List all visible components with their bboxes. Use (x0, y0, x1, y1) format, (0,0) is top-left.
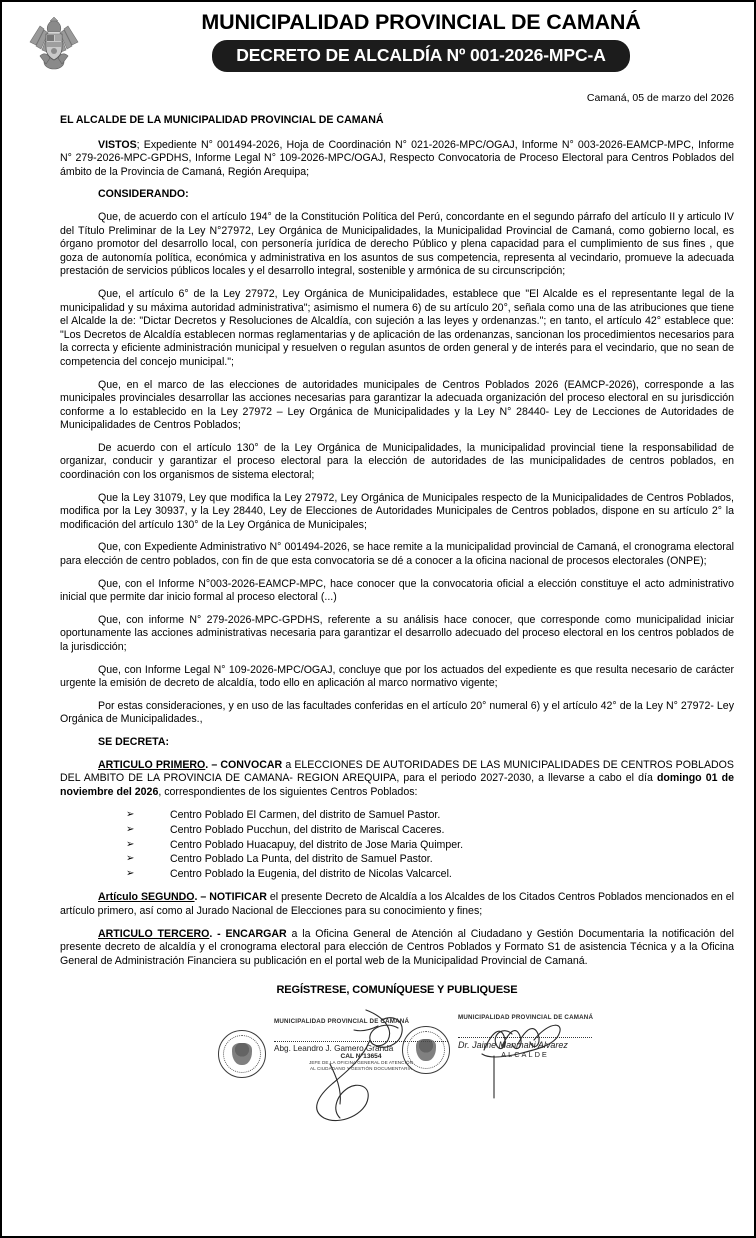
articulo-primero-verb: CONVOCAR (220, 758, 283, 771)
centros-poblados-list (60, 808, 734, 881)
considerando-paragraph-7: Que, con el Informe N°003-2026-EAMCP-MPC, hace conocer que la convocatoria oficial a elección constituye el acto administrativo inicial que permite dar inicio formal al proceso electoral (...) (60, 577, 734, 604)
stamp-header-label: MUNICIPALIDAD PROVINCIAL DE CAMANÁ (458, 1014, 594, 1022)
place-and-date: Camaná, 05 de marzo del 2026 (586, 92, 734, 104)
arrow-bullet-icon: ➢ (126, 823, 135, 835)
mayor-name: Dr. Jaime Manmani Alvarez (458, 1040, 568, 1051)
articulo-primero-date: domingo 01 de noviembre del 2026 (60, 772, 734, 798)
list-item-label: Centro Poblado El Carmen, del distrito de Samuel Pastor. (170, 809, 441, 822)
round-seal-icon (218, 1030, 266, 1078)
secretary-cal-number: CAL N°13654 (340, 1053, 382, 1061)
considerando-paragraph-2: Que, el artículo 6° de la Ley 27972, Ley Orgánica de Municipalidades, establece que "El Alcalde es el representante legal de la municipalidad y su máxima autoridad administrativa"; asimismo el numera 6) de su artículo 20°, señala como una de las atribuciones que tiene el Alcalde la de: "Dictar Decretos y Resoluciones de Alcaldía, con sujeción a las leyes y ordenanzas."; en tanto, el artículo 42° establece que: "Los Decretos de Alcaldía establecen normas reglamentarias y de aplicación de las ordenanzas, sancionan los procedimientos necesarios para la correcta y eficiente administración municipal y resuelven o regulan asuntos de orden general y de interés para el vecindario, que no sean de competencia del concejo municipal."; (60, 287, 734, 368)
secretary-name: Abg. Leandro J. Gamero Granda (274, 1044, 394, 1054)
articulo-segundo (60, 891, 734, 918)
considerando-paragraph-5: Que la Ley 31079, Ley que modifica la Ley 27972, Ley Orgánica de Municipales respecto de la Municipalidades de Centros Poblados, modifica por la Ley 30937, y la Ley 28440, Ley de Elecciones de Autoridades Municipales de Centros poblados, dispone en su artículo 2° la modificación del artículo 130° de la Ley Orgánica de Municipales; (60, 491, 734, 531)
list-item (126, 852, 734, 867)
se-decreta-heading: SE DECRETA: (98, 735, 170, 748)
list-item (126, 838, 734, 853)
stamp-text-mayor (458, 1014, 592, 1059)
articulo-tercero-text: a la Oficina General de Atención al Ciudadano y Gestión Documentaria la notificación del presente decreto de alcaldía y el cronograma electoral para elección de Centros Poblados y Formato S1 de asistencia Técnica y a la Oficina General de Administración Financiera su publicación en el portal web de la Municipalidad Provincial de Camaná. (60, 927, 735, 967)
secretary-role-line-2: AL CIUDADANO Y GESTIÓN DOCUMENTARIA (309, 1066, 413, 1072)
articulo-tercero (60, 928, 734, 969)
mayor-role: ALCALDE (501, 1050, 549, 1060)
considerando-paragraph-4: De acuerdo con el artículo 130° de la Ley Orgánica de Municipalidades, la municipalidad provincial tiene la responsabilidad de organizar, conducir y garantizar el proceso electoral para la elección de autoridades de las municipalidades de centros poblados, en coordinación con los organismos de sistema electoral; (60, 441, 734, 482)
considerando-paragraph-10: Por estas consideraciones, y en uso de las facultades conferidas en el artículo 20° numeral 6) y el artículo 42° de la Ley N° 27972- Ley Orgánica de Municipalidades., (60, 699, 734, 726)
articulo-primero-text-b: , correspondientes de los siguientes Centros Poblados: (158, 785, 418, 798)
articulo-primero-text-a: a ELECCIONES DE AUTORIDADES DE LAS MUNICIPALIDADES DE CENTROS POBLADOS DEL AMBITO DE LA PROVINCIA DE CAMANA- REGION AREQUIPA, para el periodo 2027-2030, a llevarse a cabo el día (60, 758, 734, 785)
municipality-title: MUNICIPALIDAD PROVINCIAL DE CAMANÁ (201, 10, 641, 34)
articulo-segundo-verb: NOTIFICAR (209, 891, 267, 904)
considerando-heading: CONSIDERANDO: (98, 188, 189, 201)
list-item (126, 808, 734, 823)
considerando-paragraph-1: Que, de acuerdo con el artículo 194° de la Constitución Política del Perú, concordante en el segundo párrafo del artículo II y articulo IV del Título Preliminar de la Ley N°27972, Ley Orgánica de Municipalidades, la Municipalidad Provincial de Camaná, como gobierno local, es órgano promotor del desarrollo local, con personería jurídica de derecho Público y plena capacidad para el cumplimiento de sus fines , que goza de autonomía política, económica y administrativa en los asuntos de sus competencia, representa al vecindario, promueve la adecuada prestación de servicios públicos locales y el desarrollo integral, sostenible y armónica de su circunscripción; (60, 210, 734, 278)
list-item-label: Centro Poblado La Punta, del distrito de Samuel Pastor. (170, 853, 433, 866)
signature-row (10, 1004, 746, 1124)
mayor-heading: EL ALCALDE DE LA MUNICIPALIDAD PROVINCIAL DE CAMANÁ (60, 114, 384, 126)
header-titles (106, 8, 736, 72)
vistos-paragraph (60, 139, 734, 180)
secretary-role-line-1: JEFE DE LA OFICINA GENERAL DE ATENCIÓN (308, 1060, 414, 1066)
considerando-paragraph-3: Que, en el marco de las elecciones de autoridades municipales de Centros Poblados 2026 (EAMCP-2026), corresponde a las municipales provinciales desarrollar las acciones necesarias para garantizar la adecuada organización del proceso electoral en su jurisdicción conforme a lo establecido en la Ley 27972 – Ley Orgánica de Municipalidades y la Ley N° 28440- Ley de Lecciones de Autoridades de Municipalidades de Centros Poblados; (60, 378, 734, 432)
articulo-tercero-sep: . - (209, 927, 226, 940)
articulo-segundo-title: Artículo SEGUNDO (98, 891, 195, 904)
round-seal-icon (402, 1026, 450, 1074)
arrow-bullet-icon: ➢ (126, 809, 135, 821)
vistos-text: ; Expediente N° 001494-2026, Hoja de Coordinación N° 021-2026-MPC/OGAJ, Informe N° 003-2026-EAMCP-MPC, Informe N° 279-2026-MPC-GPDHS, Informe Legal N° 109-2026-MPC/OGAJ, Respecto Convocatoria de Proceso Electoral para Centros Poblados del ámbito de la Provincia de Camaná, Región Arequipa; (60, 138, 734, 178)
peru-coat-of-arms-icon (20, 12, 88, 78)
document-inner (10, 8, 746, 1228)
list-item (126, 867, 734, 882)
closing-formula: REGÍSTRESE, COMUNÍQUESE Y PUBLIQUESE (276, 984, 518, 997)
list-item (126, 823, 734, 838)
considerando-paragraph-9: Que, con Informe Legal N° 109-2026-MPC/OGAJ, concluye que por los actuados del expediente es que resulta necesario de carácter urgente la emisión de decreto de alcaldía, todo ello en aplicación al marco normativo vigente; (60, 663, 734, 690)
articulo-primero-sep: . – (205, 758, 221, 771)
list-item-label: Centro Poblado Pucchun, del distrito de Mariscal Caceres. (170, 823, 445, 836)
list-item-label: Centro Poblado la Eugenia, del distrito de Nicolas Valcarcel. (170, 867, 452, 880)
document-body (10, 114, 746, 996)
articulo-tercero-verb: ENCARGAR (225, 927, 287, 940)
arrow-bullet-icon: ➢ (126, 838, 135, 850)
articulo-segundo-sep: . – (194, 891, 210, 904)
list-item-label: Centro Poblado Huacapuy, del distrito de Jose Maria Quimper. (170, 838, 464, 851)
stamp-header-label: MUNICIPALIDAD PROVINCIAL DE CAMANÁ (274, 1018, 410, 1026)
seal-crest-icon (416, 1039, 436, 1061)
seal-crest-icon (232, 1043, 252, 1065)
considerando-paragraph-6: Que, con Expediente Administrativo N° 001494-2026, se hace remite a la municipalidad provincial de Camaná, el cronograma electoral para elección de centro poblados, con fin de que esta convocatoria se dé a conocer a la oficina nacional de procesos electorales (ONPE); (60, 541, 734, 568)
arrow-bullet-icon: ➢ (126, 867, 135, 879)
stamp-divider (458, 1037, 592, 1038)
signature-block-mayor (402, 1014, 592, 1088)
articulo-tercero-title: ARTICULO TERCERO (98, 927, 210, 940)
articulo-primero-title: ARTICULO PRIMERO (98, 758, 206, 771)
articulo-segundo-text: el presente Decreto de Alcaldía a los Alcaldes de los Citados Centros Poblados mencionados en el artículo primero, así como al Jurado Nacional de Elecciones para su conocimiento y fines; (60, 891, 734, 917)
considerando-paragraph-8: Que, con informe N° 279-2026-MPC-GPDHS, referente a su análisis hace conocer, que corresponde como municipalidad iniciar oportunamente las acciones administrativas necesaria para garantizar el desarrollo adecuado del proceso electoral en los centros poblados de la jurisdicción; (60, 613, 734, 653)
vistos-label: VISTOS (98, 138, 137, 151)
document-header (10, 8, 746, 80)
decree-number-badge: DECRETO DE ALCALDÍA Nº 001-2026-MPC-A (212, 40, 630, 72)
arrow-bullet-icon: ➢ (126, 853, 135, 865)
articulo-primero (60, 759, 734, 800)
